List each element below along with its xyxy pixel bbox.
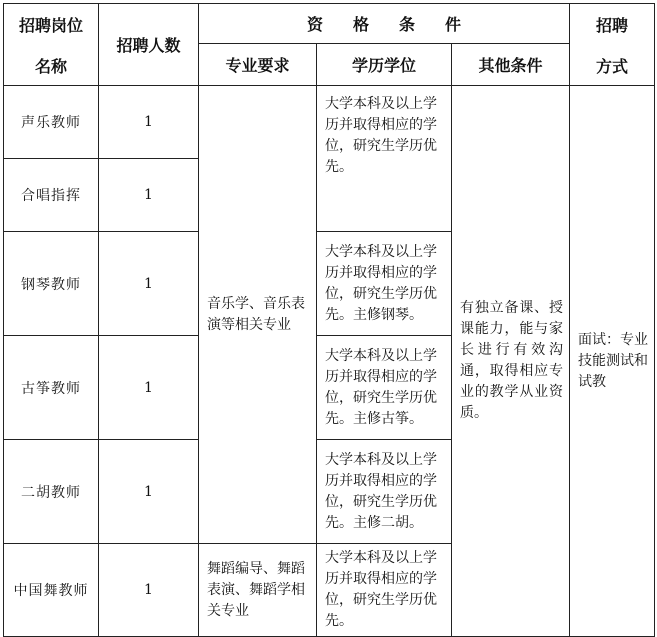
education-cell: 大学本科及以上学历并取得相应的学位，研究生学历优先。主修古筝。 (317, 336, 452, 440)
other-conditions-cell: 有独立备课、授课能力，能与家长进行有效沟通，取得相应专业的教学从业资质。 (452, 86, 570, 637)
header-count: 招聘人数 (99, 4, 199, 86)
count-cell: 1 (99, 336, 199, 440)
method-cell: 面试：专业技能测试和试教 (570, 86, 655, 637)
position-cell: 古筝教师 (4, 336, 99, 440)
position-cell: 二胡教师 (4, 440, 99, 544)
header-qualification: 资格条件 (199, 4, 570, 44)
header-method-line1: 招聘 (595, 15, 628, 35)
education-cell: 大学本科及以上学历并取得相应的学位，研究生学历优先。主修二胡。 (317, 440, 452, 544)
count-cell: 1 (99, 232, 199, 336)
header-education: 学历学位 (317, 44, 452, 86)
count-cell: 1 (99, 86, 199, 159)
major-cell-dance: 舞蹈编导、舞蹈表演、舞蹈学相关专业 (199, 544, 317, 637)
header-method (570, 4, 655, 86)
count-cell: 1 (99, 159, 199, 232)
header-position (4, 4, 99, 86)
header-method-line2: 方式 (595, 56, 628, 76)
header-other: 其他条件 (452, 44, 570, 86)
education-cell: 大学本科及以上学历并取得相应的学位，研究生学历优先。 (317, 544, 452, 637)
recruitment-table (3, 3, 655, 637)
table-row (4, 86, 655, 159)
position-cell: 钢琴教师 (4, 232, 99, 336)
position-cell: 声乐教师 (4, 86, 99, 159)
position-cell: 中国舞教师 (4, 544, 99, 637)
header-position-line1: 招聘岗位 (18, 15, 83, 35)
education-cell: 大学本科及以上学历并取得相应的学位，研究生学历优先。主修钢琴。 (317, 232, 452, 336)
count-cell: 1 (99, 544, 199, 637)
education-cell: 大学本科及以上学历并取得相应的学位，研究生学历优先。 (317, 86, 452, 232)
header-position-line2: 名称 (34, 56, 67, 76)
position-cell: 合唱指挥 (4, 159, 99, 232)
count-cell: 1 (99, 440, 199, 544)
major-cell-music: 音乐学、音乐表演等相关专业 (199, 86, 317, 544)
header-major: 专业要求 (199, 44, 317, 86)
